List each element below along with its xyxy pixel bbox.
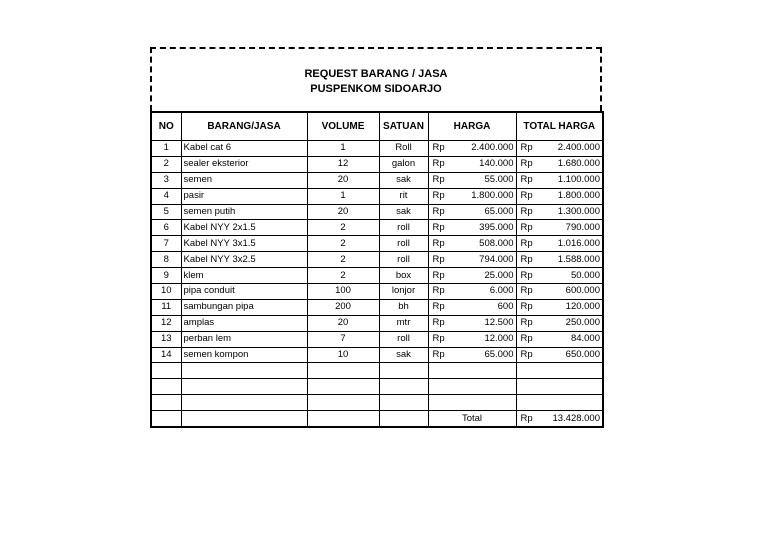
table-row [151,315,603,331]
currency-label: Rp [520,174,533,186]
cell-unit: mtr [379,315,428,331]
amount-value: 600.000 [565,285,600,297]
empty-cell [151,363,181,379]
currency-label: Rp [520,269,533,281]
currency-label: Rp [432,269,445,281]
cell-item: klem [181,268,307,284]
amount-value: 1.800.000 [471,190,514,202]
cell-total [516,252,603,268]
amount-value: 1.800.000 [557,190,600,202]
cell-unit: sak [379,347,428,363]
cell-item: amplas [181,315,307,331]
table-row [151,299,603,315]
cell-volume: 10 [307,347,379,363]
cell-total [516,284,603,300]
amount-value: 2.400.000 [471,142,514,154]
cell-volume: 12 [307,156,379,172]
empty-cell [428,379,516,395]
cell-volume: 2 [307,220,379,236]
empty-cell [307,411,379,427]
currency-label: Rp [432,221,445,233]
cell-volume: 20 [307,172,379,188]
amount-value: 55.000 [484,174,514,186]
amount-value: 25.000 [484,269,514,281]
cell-no: 6 [151,220,181,236]
page-title: REQUEST BARANG / JASA [304,68,448,80]
cell-unit: lonjor [379,284,428,300]
amount-value: 794.000 [479,253,514,265]
amount-value: 250.000 [565,317,600,329]
cell-price [428,284,516,300]
currency-label: Rp [520,253,533,265]
currency-label: Rp [520,142,533,154]
amount-value: 1.588.000 [557,253,600,265]
cell-total [516,172,603,188]
cell-no: 10 [151,284,181,300]
currency-label: Rp [520,317,533,329]
currency-label: Rp [432,349,445,361]
currency-label: Rp [432,301,445,313]
cell-unit: galon [379,156,428,172]
cell-price [428,156,516,172]
amount-value: 84.000 [570,333,600,345]
cell-unit: Roll [379,141,428,157]
table-header-row [151,112,603,141]
sheet-header [150,47,602,111]
amount-value: 1.680.000 [557,158,600,170]
table-row [151,141,603,157]
table-row [151,347,603,363]
cell-item: sealer eksterior [181,156,307,172]
cell-total [516,156,603,172]
amount-value: 2.400.000 [557,142,600,154]
table-row [151,284,603,300]
currency-label: Rp [432,190,445,202]
cell-price [428,315,516,331]
cell-total [516,236,603,252]
cell-price [428,220,516,236]
currency-label: Rp [432,158,445,170]
cell-volume: 200 [307,299,379,315]
cell-no: 8 [151,252,181,268]
currency-label: Rp [432,206,445,217]
empty-cell [307,363,379,379]
amount-value: 65.000 [484,206,514,217]
cell-item: perban lem [181,331,307,347]
cell-item: semen putih [181,204,307,220]
cell-total [516,141,603,157]
currency-label: Rp [520,301,533,313]
cell-price [428,347,516,363]
currency-label: Rp [432,253,445,265]
currency-label: Rp [520,158,533,170]
cell-unit: rit [379,188,428,204]
cell-no: 1 [151,141,181,157]
empty-cell [181,363,307,379]
table-row [151,220,603,236]
cell-total [516,347,603,363]
table-row [151,172,603,188]
empty-cell [307,379,379,395]
amount-value: 1.100.000 [557,174,600,186]
empty-cell [379,379,428,395]
table-row [151,236,603,252]
empty-cell [516,363,603,379]
cell-total [516,299,603,315]
empty-cell [181,379,307,395]
currency-label: Rp [432,174,445,186]
empty-cell [428,395,516,411]
empty-cell [379,411,428,427]
column-header-no: NO [151,112,181,141]
cell-unit: roll [379,220,428,236]
cell-unit: roll [379,331,428,347]
cell-price [428,268,516,284]
cell-volume: 7 [307,331,379,347]
currency-label: Rp [432,333,445,345]
cell-total [516,220,603,236]
cell-no: 7 [151,236,181,252]
column-header-unit: SATUAN [379,112,428,141]
cell-item: pipa conduit [181,284,307,300]
cell-price [428,299,516,315]
column-header-volume: VOLUME [307,112,379,141]
empty-cell [307,395,379,411]
empty-cell [428,363,516,379]
page-subtitle: PUSPENKOM SIDOARJO [310,83,442,95]
total-label: Total [428,411,516,427]
cell-unit: roll [379,236,428,252]
cell-price [428,252,516,268]
currency-label: Rp [432,237,445,249]
cell-no: 2 [151,156,181,172]
empty-row [151,379,603,395]
amount-value: 12.500 [484,317,514,329]
currency-label: Rp [520,206,533,217]
empty-cell [181,395,307,411]
empty-cell [151,411,181,427]
amount-value: 65.000 [484,349,514,361]
cell-no: 9 [151,268,181,284]
currency-label: Rp [520,190,533,202]
cell-price [428,188,516,204]
cell-no: 14 [151,347,181,363]
cell-no: 3 [151,172,181,188]
cell-item: semen [181,172,307,188]
cell-total [516,268,603,284]
amount-value: 120.000 [565,301,600,313]
cell-item: Kabel NYY 3x2.5 [181,252,307,268]
cell-unit: bh [379,299,428,315]
cell-price [428,331,516,347]
cell-volume: 100 [307,284,379,300]
amount-value: 650.000 [565,349,600,361]
amount-value: 140.000 [479,158,514,170]
cell-item: Kabel NYY 3x1.5 [181,236,307,252]
cell-volume: 2 [307,268,379,284]
cell-item: Kabel cat 6 [181,141,307,157]
empty-cell [516,379,603,395]
amount-value: 1.016.000 [557,237,600,249]
cell-unit: sak [379,172,428,188]
cell-volume: 1 [307,188,379,204]
amount-value: 1.300.000 [557,206,600,217]
cell-item: pasir [181,188,307,204]
request-table [150,111,604,428]
cell-no: 11 [151,299,181,315]
amount-value: 6.000 [489,285,514,297]
currency-label: Rp [520,333,533,345]
table-row [151,252,603,268]
amount-value: 395.000 [479,221,514,233]
total-row [151,411,603,427]
amount-value: 508.000 [479,237,514,249]
amount-value: 12.000 [484,333,514,345]
cell-price [428,236,516,252]
cell-total [516,188,603,204]
empty-cell [181,411,307,427]
cell-no: 5 [151,204,181,220]
empty-cell [379,395,428,411]
cell-volume: 1 [307,141,379,157]
request-sheet [150,47,602,428]
empty-cell [151,395,181,411]
cell-volume: 20 [307,204,379,220]
cell-unit: sak [379,204,428,220]
currency-label: Rp [520,285,533,297]
cell-item: semen kompon [181,347,307,363]
amount-value: 13.428.000 [552,412,600,424]
cell-volume: 2 [307,252,379,268]
table-row [151,268,603,284]
currency-label: Rp [520,349,533,361]
cell-unit: roll [379,252,428,268]
currency-label: Rp [432,317,445,329]
currency-label: Rp [432,142,445,154]
cell-total [516,315,603,331]
table-row [151,204,603,220]
cell-total [516,204,603,220]
cell-total [516,331,603,347]
table-row [151,188,603,204]
cell-unit: box [379,268,428,284]
currency-label: Rp [520,237,533,249]
cell-no: 4 [151,188,181,204]
grand-total [516,411,603,427]
column-header-item: BARANG/JASA [181,112,307,141]
currency-label: Rp [520,412,533,424]
table-body [151,141,603,428]
amount-value: 50.000 [570,269,600,281]
currency-label: Rp [432,285,445,297]
currency-label: Rp [520,221,533,233]
cell-no: 12 [151,315,181,331]
cell-item: Kabel NYY 2x1.5 [181,220,307,236]
empty-row [151,363,603,379]
empty-cell [151,379,181,395]
empty-cell [516,395,603,411]
empty-cell [379,363,428,379]
cell-no: 13 [151,331,181,347]
cell-price [428,204,516,220]
amount-value: 790.000 [565,221,600,233]
amount-value: 600 [497,301,514,313]
table-row [151,331,603,347]
table-row [151,156,603,172]
cell-volume: 2 [307,236,379,252]
column-header-price: HARGA [428,112,516,141]
cell-volume: 20 [307,315,379,331]
cell-price [428,172,516,188]
cell-price [428,141,516,157]
column-header-total: TOTAL HARGA [516,112,603,141]
empty-row [151,395,603,411]
cell-item: sambungan pipa [181,299,307,315]
